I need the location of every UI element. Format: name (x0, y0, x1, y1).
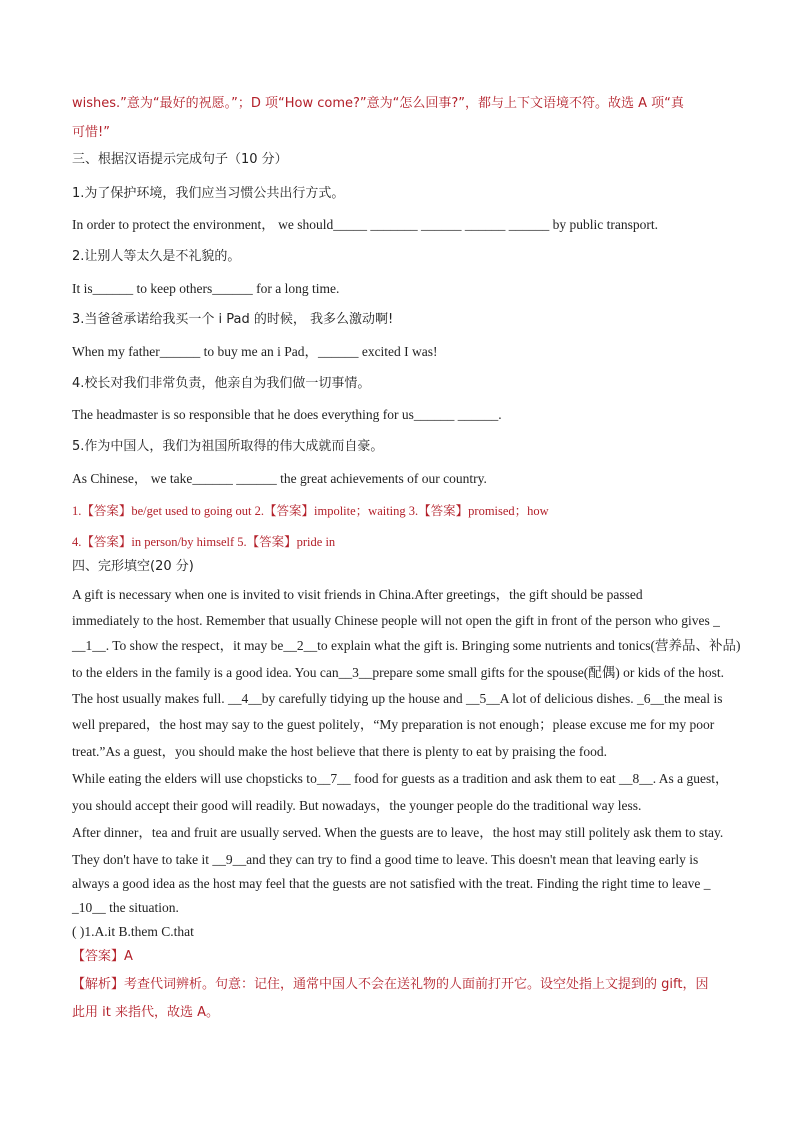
question-line: 2.让别人等太久是不礼貌的。 (72, 249, 241, 264)
passage-line: _10__ the situation. (72, 900, 179, 915)
passage-line: treat.”As a guest，you should make the host believe that there is plenty to eat by praising the food. (72, 744, 607, 759)
question-line: In order to protect the environment， we should_____ _______ ______ ______ ______ by public transport. (72, 217, 659, 232)
question-line: The headmaster is so responsible that he does everything for us______ ______. (72, 407, 502, 422)
passage-line: well prepared，the host may say to the guest politely，“My preparation is not enough；please excuse me for my poor (72, 717, 715, 732)
passage-line: immediately to the host. Remember that usually Chinese people will not open the gift in front of the person who gives _ (72, 613, 720, 628)
passage-line: While eating the elders will use chopsticks to__7__ food for guests as a tradition and ask them to eat __8__. As a guest， (72, 771, 729, 786)
passage-line: __1__. To show the respect，it may be__2__to explain what the gift is. Bringing some nutrients and tonics(营养品、补品) (72, 638, 741, 653)
passage-line: The host usually makes full. __4__by carefully tidying up the house and __5__A lot of delicious dishes. _6__the meal is (72, 691, 723, 706)
explanation-line: 可惜!” (72, 125, 110, 140)
passage-line: A gift is necessary when one is invited to visit friends in China.After greetings，the gift should be passed (72, 587, 643, 602)
question-line: 3.当爸爸承诺给我买一个 i Pad 的时候， 我多么激动啊! (72, 312, 394, 327)
passage-line: always a good idea as the host may feel that the guests are not satisfied with the treat. Finding the right time to leave _ (72, 876, 711, 891)
passage-line: you should accept their good will readily. But nowadays，the younger people do the traditional way less. (72, 798, 642, 813)
section-heading: 四、完形填空(20 分) (72, 559, 194, 574)
question-line: 5.作为中国人，我们为祖国所取得的伟大成就而自豪。 (72, 439, 384, 454)
answer-line: 4.【答案】in person/by himself 5.【答案】pride in (72, 535, 336, 549)
section-heading: 三、根据汉语提示完成句子（10 分） (72, 152, 288, 167)
question-line: When my father______ to buy me an i Pad，______ excited I was! (72, 344, 438, 359)
passage-line: to the elders in the family is a good idea. You can__3__prepare some small gifts for the spouse(配偶) or kids of the host. (72, 665, 725, 680)
question-line: As Chinese， we take______ ______ the great achievements of our country. (72, 471, 487, 486)
question-line: 1.为了保护环境，我们应当习惯公共出行方式。 (72, 186, 345, 201)
explanation-line: 此用 it 来指代，故选 A。 (72, 1005, 219, 1020)
passage-line: They don't have to take it __9__and they can try to find a good time to leave. This doesn't mean that leaving early is (72, 852, 699, 867)
question-line: 4.校长对我们非常负责，他亲自为我们做一切事情。 (72, 376, 371, 391)
passage-line: After dinner，tea and fruit are usually served. When the guests are to leave，the host may still politely ask them to stay. (72, 825, 724, 840)
answer-line: 1.【答案】be/get used to going out 2.【答案】impolite；waiting 3.【答案】promised；how (72, 504, 549, 518)
explanation-line: wishes.”意为“最好的祝愿。”；D 项“How come?”意为“怎么回事?”，都与上下文语境不符。故选 A 项“真 (72, 96, 684, 111)
explanation-line: 【解析】考查代词辨析。句意：记住，通常中国人不会在送礼物的人面前打开它。设空处指上文提到的 gift，因 (72, 977, 709, 992)
question-line: It is______ to keep others______ for a long time. (72, 281, 340, 296)
choice-line: ( )1.A.it B.them C.that (72, 924, 194, 939)
answer-line: 【答案】A (72, 949, 133, 964)
